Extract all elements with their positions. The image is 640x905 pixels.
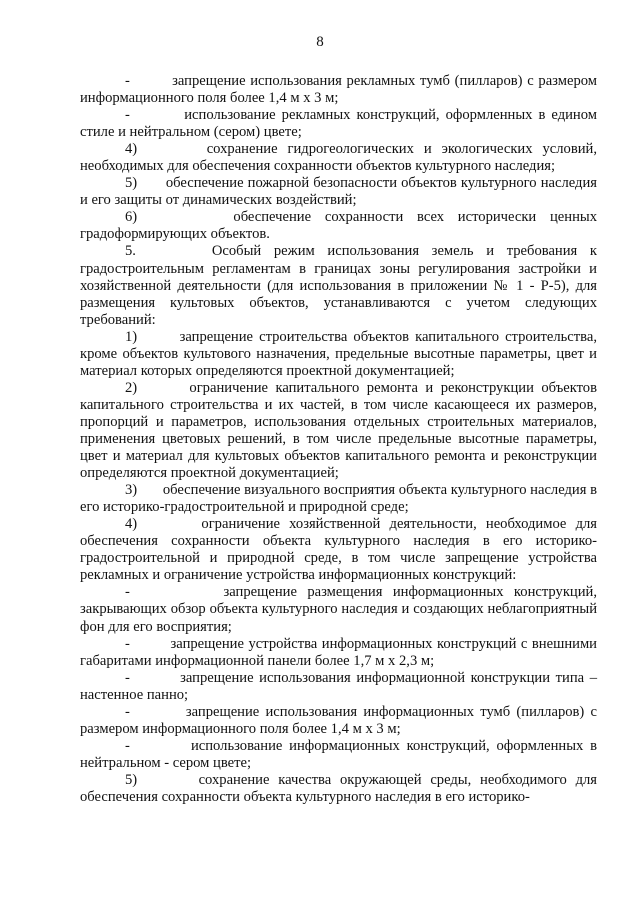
paragraph-item-4-hydrogeology: 4) сохранение гидрогеологических и экологических условий, необходимых для обеспечения сохранности объектов культурного наследия; — [80, 141, 597, 175]
paragraph-info-structures-gray: - использование информационных конструкций, оформленных в нейтральном - сером цвете; — [80, 737, 597, 771]
paragraph-section-5-intro: 5. Особый режим использования земель и требования к градостроительным регламентам в границах зоны регулирования застройки и хозяйственной деятельности (для использования в приложении № 1 - Р-5), для размещения культовых объектов, устанавливаются с учетом следующих требований: — [80, 243, 597, 328]
paragraph-item-4-economic-limits: 4) ограничение хозяйственной деятельности, необходимое для обеспечения сохранности объекта культурного наследия в его историко-градостроительной и природной среде, в том числе запрещение устройства рекламных и ограничение устройства информационных конструкций: — [80, 516, 597, 584]
paragraph-item-3-visual-perception: 3) обеспечение визуального восприятия объекта культурного наследия в его историко-градостроительной и природной среде; — [80, 482, 597, 516]
paragraph-item-5-fire-safety: 5) обеспечение пожарной безопасности объектов культурного наследия и его защиты от динамических воздействий; — [80, 175, 597, 209]
paragraph-item-5-environment: 5) сохранение качества окружающей среды, необходимого для обеспечения сохранности объекта культурного наследия в его историко- — [80, 771, 597, 805]
paragraph-ban-pillar-ads: - запрещение использования рекламных тумб (пилларов) с размером информационного поля более 1,4 м х 3 м; — [80, 73, 597, 107]
paragraph-ban-large-info-panels: - запрещение устройства информационных конструкций с внешними габаритами информационной панели более 1,7 м х 2,3 м; — [80, 635, 597, 669]
paragraph-item-6-historic-objects: 6) обеспечение сохранности всех исторически ценных градоформирующих объектов. — [80, 209, 597, 243]
paragraph-item-1-construction-ban: 1) запрещение строительства объектов капитального строительства, кроме объектов культового назначения, предельные высотные параметры, цвет и материал которых определяются проектной документацией; — [80, 328, 597, 379]
paragraph-ban-info-pillars: - запрещение использования информационных тумб (пилларов) с размером информационного поля более 1,4 м х 3 м; — [80, 703, 597, 737]
paragraph-ban-wall-panels: - запрещение использования информационной конструкции типа – настенное панно; — [80, 669, 597, 703]
paragraph-ad-structures-gray: - использование рекламных конструкций, оформленных в едином стиле и нейтральном (сером) цвете; — [80, 107, 597, 141]
page-number: 8 — [316, 34, 324, 50]
paragraph-item-2-repair-limits: 2) ограничение капитального ремонта и реконструкции объектов капитального строительства и их частей, в том числе касающееся их размеров, пропорций и параметров, использования отдельных строительных материалов, применения цветовых решений, в том числе предельные высотные параметры, цвет и материал для культовых объектов капитального ремонта и реконструкции определяются проектной документацией; — [80, 379, 597, 482]
document-body — [80, 73, 597, 806]
paragraph-ban-info-blocking-view: - запрещение размещения информационных конструкций, закрывающих обзор объекта культурного наследия и создающих неблагоприятный фон для его восприятия; — [80, 584, 597, 635]
